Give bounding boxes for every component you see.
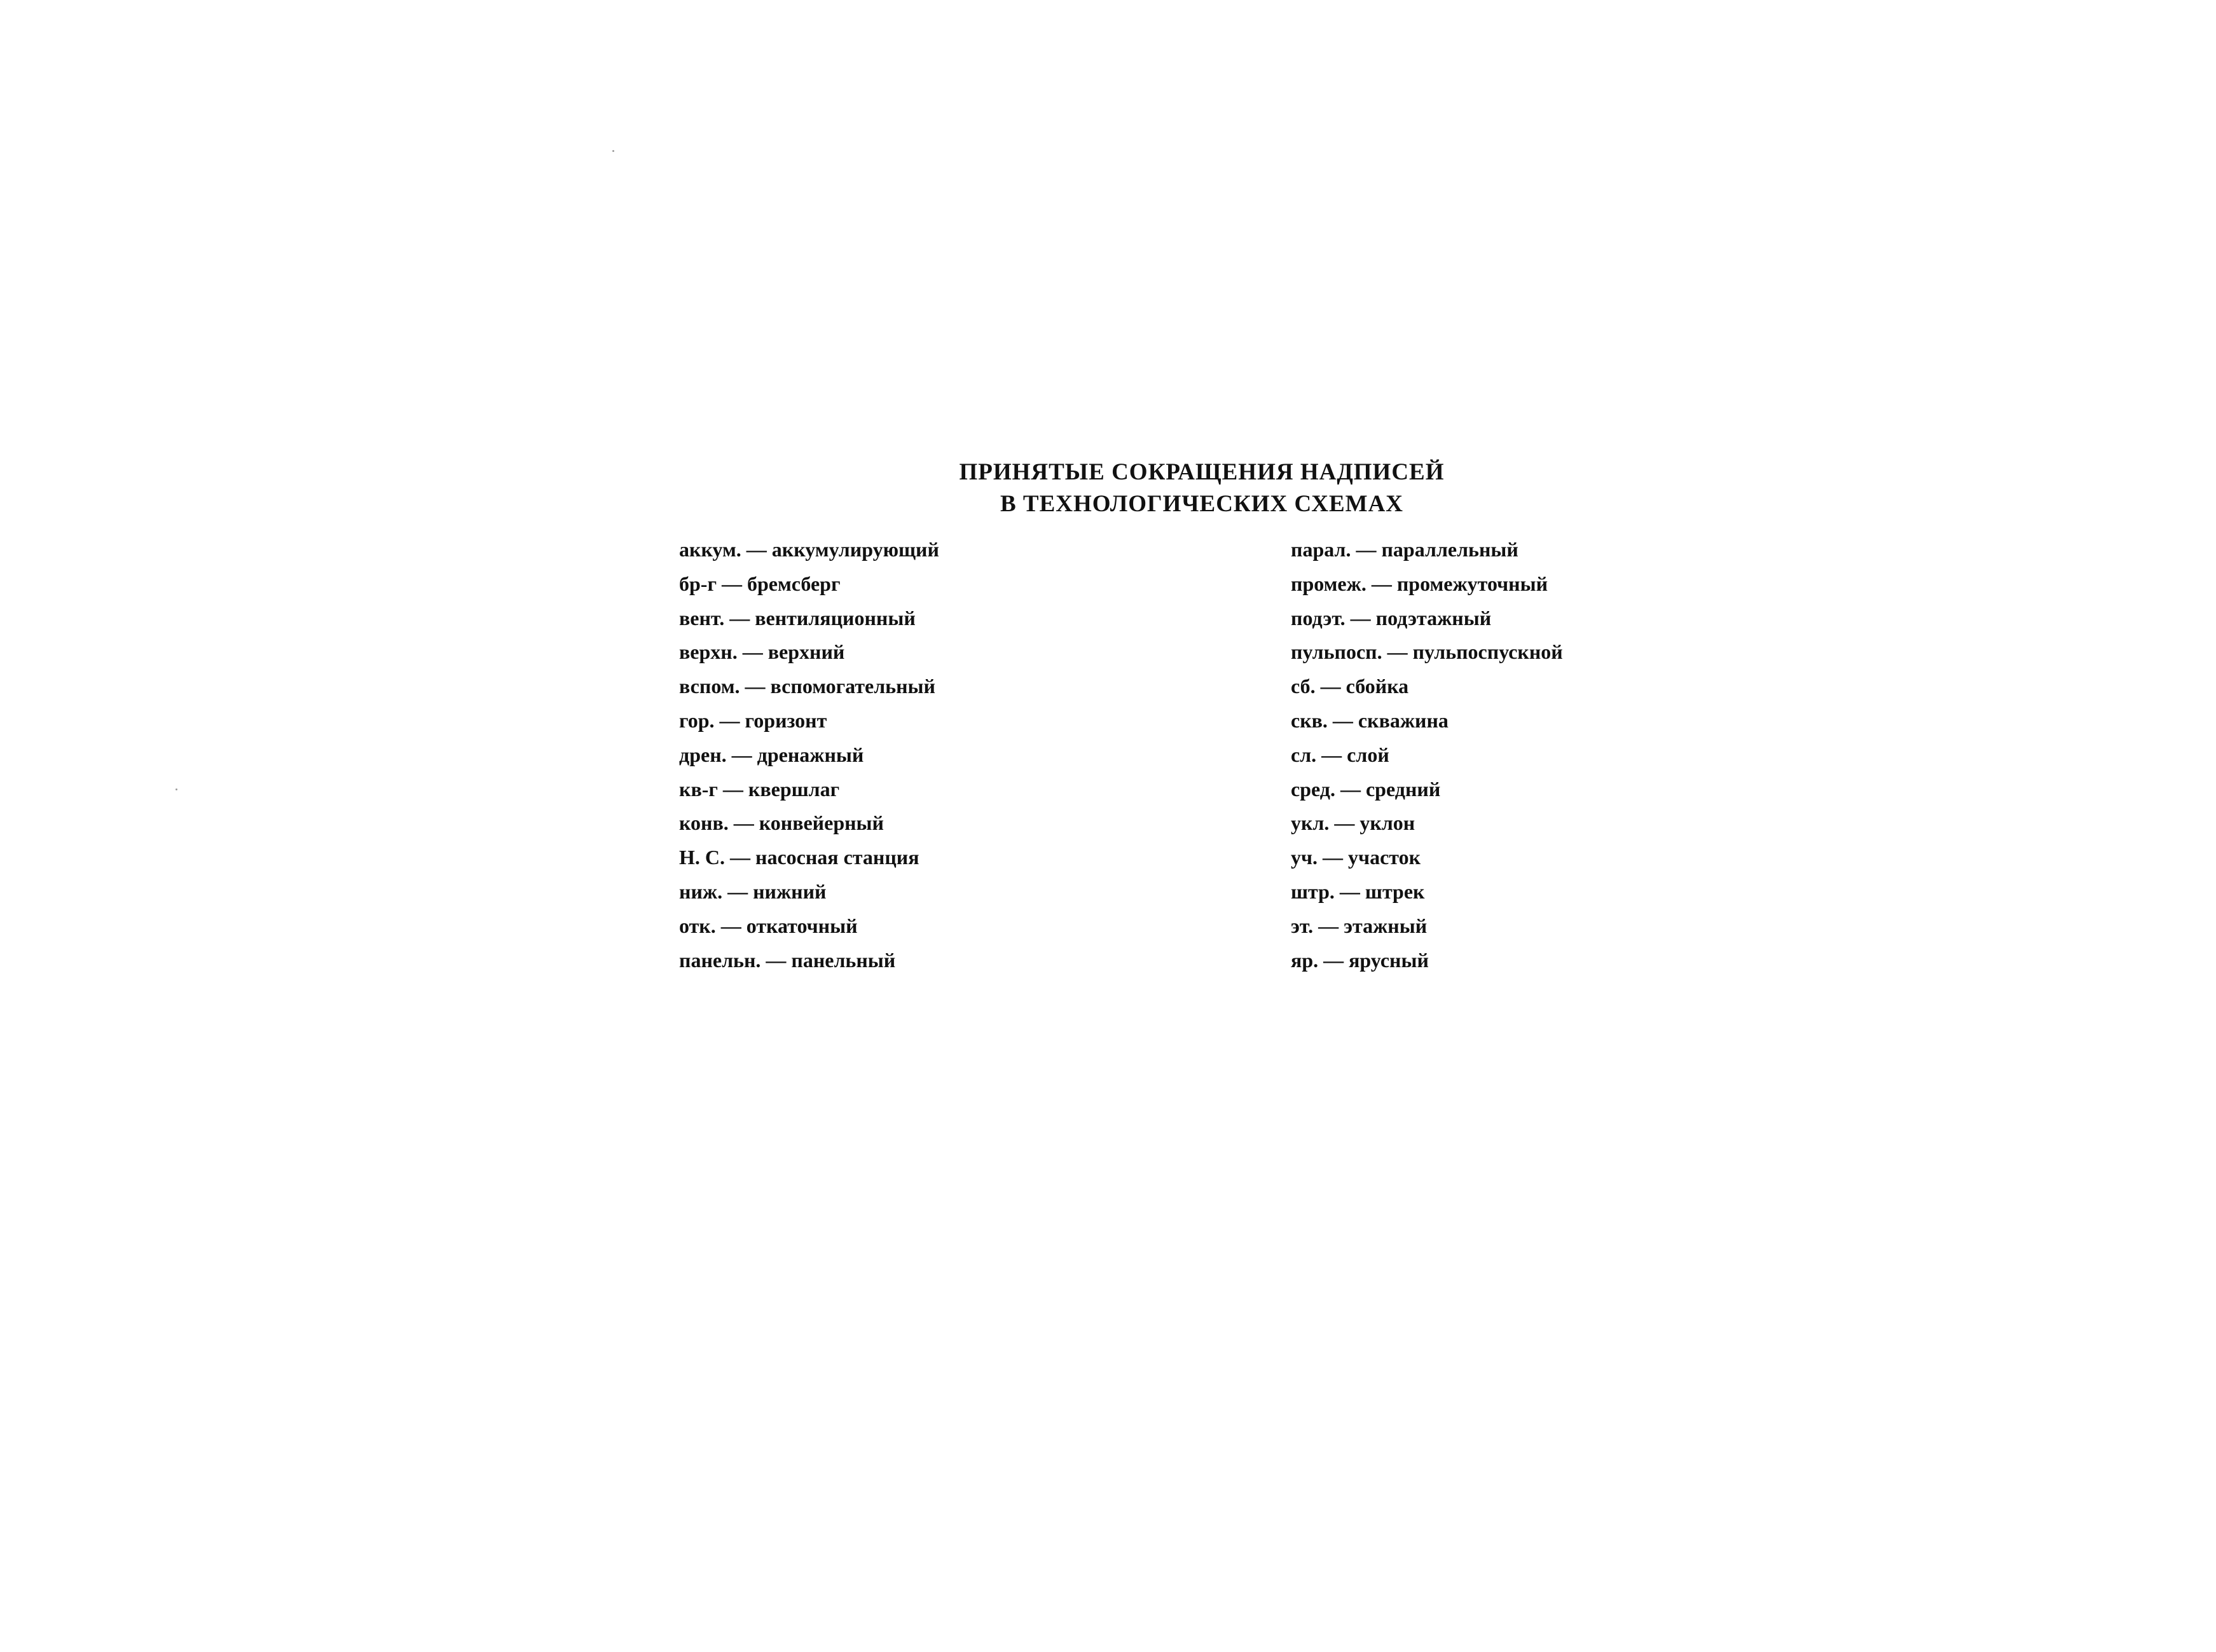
abbreviation-entry: Н. С. — насосная станция	[679, 846, 919, 869]
abbreviation-entry: сл. — слой	[1291, 743, 1389, 766]
title-line-2: В ТЕХНОЛОГИЧЕСКИХ СХЕМАХ	[1000, 491, 1404, 517]
abbreviation-entry: вспом. — вспомогательный	[679, 675, 935, 698]
abbreviation-entry: штр. — штрек	[1291, 879, 1425, 903]
abbreviations-right-column	[1291, 533, 1563, 977]
title-line-1: ПРИНЯТЫЕ СОКРАЩЕНИЯ НАДПИСЕЙ	[959, 459, 1445, 485]
abbreviation-entry: подэт. — подэтажный	[1291, 606, 1492, 630]
page-title	[852, 457, 1552, 520]
abbreviation-entry: пульпосп. — пульпоспускной	[1291, 640, 1563, 664]
abbreviation-entry: промеж. — промежуточный	[1291, 572, 1548, 595]
abbreviation-entry: верхн. — верхний	[679, 640, 845, 664]
abbreviation-entry: скв. — скважина	[1291, 708, 1449, 732]
abbreviation-entry: укл. — уклон	[1291, 811, 1415, 835]
abbreviation-entry: уч. — участок	[1291, 846, 1421, 869]
abbreviation-entry: вент. — вентиляционный	[679, 606, 916, 630]
abbreviation-entry: яр. — ярусный	[1291, 948, 1429, 972]
abbreviation-entry: парал. — параллельный	[1291, 538, 1518, 561]
scan-speck	[175, 788, 177, 790]
abbreviation-entry: эт. — этажный	[1291, 914, 1428, 937]
abbreviation-entry: гор. — горизонт	[679, 708, 827, 732]
scan-speck	[612, 150, 614, 152]
abbreviation-entry: конв. — конвейерный	[679, 811, 884, 835]
abbreviation-entry: кв-г — квершлаг	[679, 777, 840, 801]
abbreviation-entry: отк. — откаточный	[679, 914, 858, 937]
abbreviation-entry: дрен. — дренажный	[679, 743, 864, 766]
abbreviation-entry: сред. — средний	[1291, 777, 1441, 801]
abbreviation-entry: бр-г — бремсберг	[679, 572, 841, 595]
abbreviations-left-column	[679, 533, 939, 977]
abbreviation-entry: сб. — сбойка	[1291, 675, 1409, 698]
abbreviation-entry: аккум. — аккумулирующий	[679, 538, 939, 561]
abbreviation-entry: ниж. — нижний	[679, 879, 827, 903]
abbreviation-entry: панельн. — панельный	[679, 948, 896, 972]
